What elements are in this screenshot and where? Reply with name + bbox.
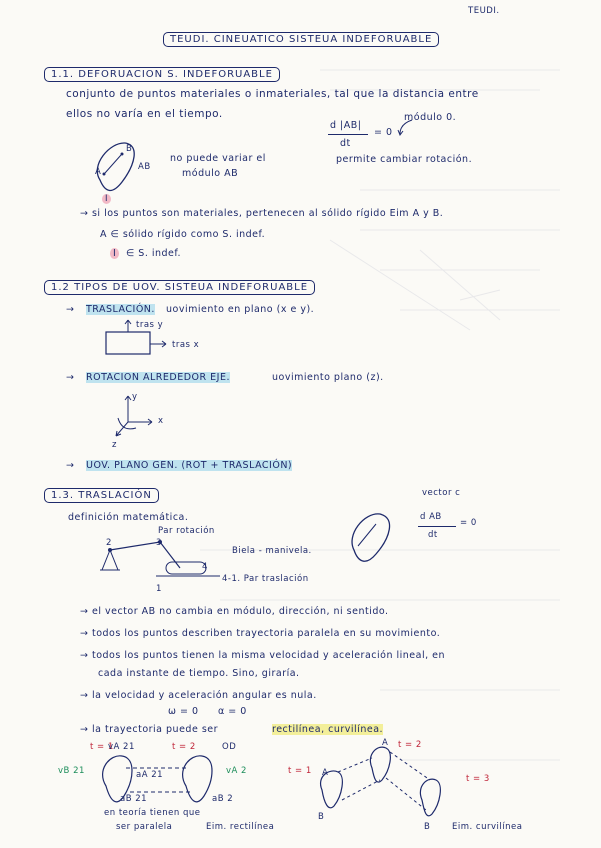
vector-c-label: vector c [422, 488, 461, 498]
eq-numerator: d |AB| [330, 120, 362, 131]
modulo-note: módulo 0. [404, 112, 457, 123]
bullet-materiales: → si los puntos son materiales, pertenecen al sólido rígido Eim A y B. [80, 208, 444, 219]
t1-label: t = 1 [90, 742, 114, 752]
curv-a-label: A [322, 768, 329, 778]
no-varia-2: módulo AB [182, 168, 239, 179]
definition-line-1: conjunto de puntos materiales o inmateriales, tal que la distancia entre [66, 88, 479, 100]
traslacion-text: uovimiento en plano (x e y). [166, 304, 315, 315]
tras-y-label: tras y [136, 320, 164, 330]
definition-line-2: ellos no varía en el tiempo. [66, 108, 223, 120]
def-matematica: definición matemática. [68, 512, 189, 523]
section-1-1-heading: 1.1. DEFORUACION S. INDEFORUABLE [44, 67, 280, 82]
vb21-label: vB 21 [58, 766, 85, 776]
ab21-label: aB 21 [120, 794, 148, 804]
eq3-fraction-bar [418, 526, 456, 527]
t3-label: t = 3 [466, 774, 490, 784]
axis-x-label: x [158, 416, 164, 426]
point-i-label: I [102, 194, 111, 204]
bullet-trayectoria-paralela: → todos los puntos describen trayectoria paralela en su movimiento. [80, 628, 441, 639]
curvilinea-blobs [312, 740, 462, 820]
teoria-line-2: ser paralela [116, 822, 173, 832]
tras-x-label: tras x [172, 340, 200, 350]
od-label: OD [222, 742, 237, 752]
eq3-denominator: dt [428, 530, 438, 540]
va21-label: vA 21 [108, 742, 135, 752]
eq3-numerator: d AB [420, 512, 442, 522]
section-1-3-heading: 1.3. TRASLACIÓN [44, 488, 159, 503]
permite-note: permite cambiar rotación. [336, 154, 473, 165]
axis-z-label: z [112, 440, 117, 450]
alpha-zero: α = 0 [218, 706, 247, 717]
bullet-angular-nula: → la velocidad y aceleración angular es nula. [80, 690, 317, 701]
bullet-misma-velocidad: → todos los puntos tienen la misma velocidad y aceleración lineal, en [80, 650, 446, 661]
curv-b-label: B [318, 812, 325, 822]
vector-c-blob [346, 510, 396, 570]
arrow-3: → [66, 460, 75, 471]
curv-a2-label: A [382, 738, 389, 748]
traslacion-label: TRASLACIÓN. [86, 304, 155, 315]
bullet-trayectoria: → la trayectoria puede ser [80, 724, 219, 735]
par-rotacion-label: Par rotación [158, 526, 215, 536]
eq-fraction-bar [328, 134, 368, 135]
omega-zero: ω = 0 [168, 706, 199, 717]
mov-plano-general: UOV. PLANO GEN. (ROT + TRASLACIÓN) [86, 460, 293, 471]
eq-denominator: dt [340, 138, 351, 149]
eim-rectilinea: Eim. rectilínea [206, 822, 275, 832]
bullet-vector-ab: → el vector AB no cambia en módulo, dirección, ni sentido. [80, 606, 389, 617]
t2-label: t = 2 [172, 742, 196, 752]
eq3-rhs: = 0 [460, 518, 477, 528]
node-4: 4 [202, 562, 208, 572]
page-title: TEUDI. CINEUATICO SISTEUA INDEFORUABLE [163, 32, 439, 47]
page-label: TEUDI. [468, 6, 500, 16]
bullet-i-symbol: I [110, 248, 119, 259]
no-varia-1: no puede variar el [170, 153, 266, 164]
point-b-label: B [126, 144, 133, 154]
eim-curvilinea: Eim. curvilínea [452, 822, 523, 832]
t1b-label: t = 1 [288, 766, 312, 776]
vector-ab-label: AB [138, 162, 151, 172]
biela-label: Biela - manivela. [232, 546, 312, 556]
curv-b2-label: B [424, 822, 431, 832]
node-1: 1 [156, 584, 162, 594]
aa21-label: aA 21 [136, 770, 164, 780]
axis-y-label: y [132, 392, 138, 402]
teoria-line-1: en teoría tienen que [104, 808, 201, 818]
node-3: 3 [156, 538, 162, 548]
eq-rhs: = 0 [374, 127, 393, 138]
section-1-2-heading: 1.2 TIPOS DE UOV. SISTEUA INDEFORUABLE [44, 280, 315, 295]
arrow-2: → [66, 372, 75, 383]
rotacion-text: uovimiento plano (z). [272, 372, 384, 383]
ab2-label: aB 2 [212, 794, 234, 804]
bullet-cada-instante: cada instante de tiempo. Sino, giraría. [98, 668, 300, 679]
rectilinea-curvilinea: rectilínea, curvilínea. [272, 724, 384, 735]
bullet-indef: ∈ S. indef. [126, 248, 182, 259]
bullet-solido-rigido: A ∈ sólido rígido como S. indef. [100, 229, 266, 240]
rotacion-label: ROTACION ALREDEDOR EJE. [86, 372, 230, 383]
par-traslacion-label: 4-1. Par traslación [222, 574, 309, 584]
va2-label: vA 2 [226, 766, 247, 776]
point-a-label: A [95, 167, 102, 177]
curved-arrow-icon [398, 120, 418, 140]
node-2: 2 [106, 538, 112, 548]
t2b-label: t = 2 [398, 740, 422, 750]
arrow-1: → [66, 304, 75, 315]
